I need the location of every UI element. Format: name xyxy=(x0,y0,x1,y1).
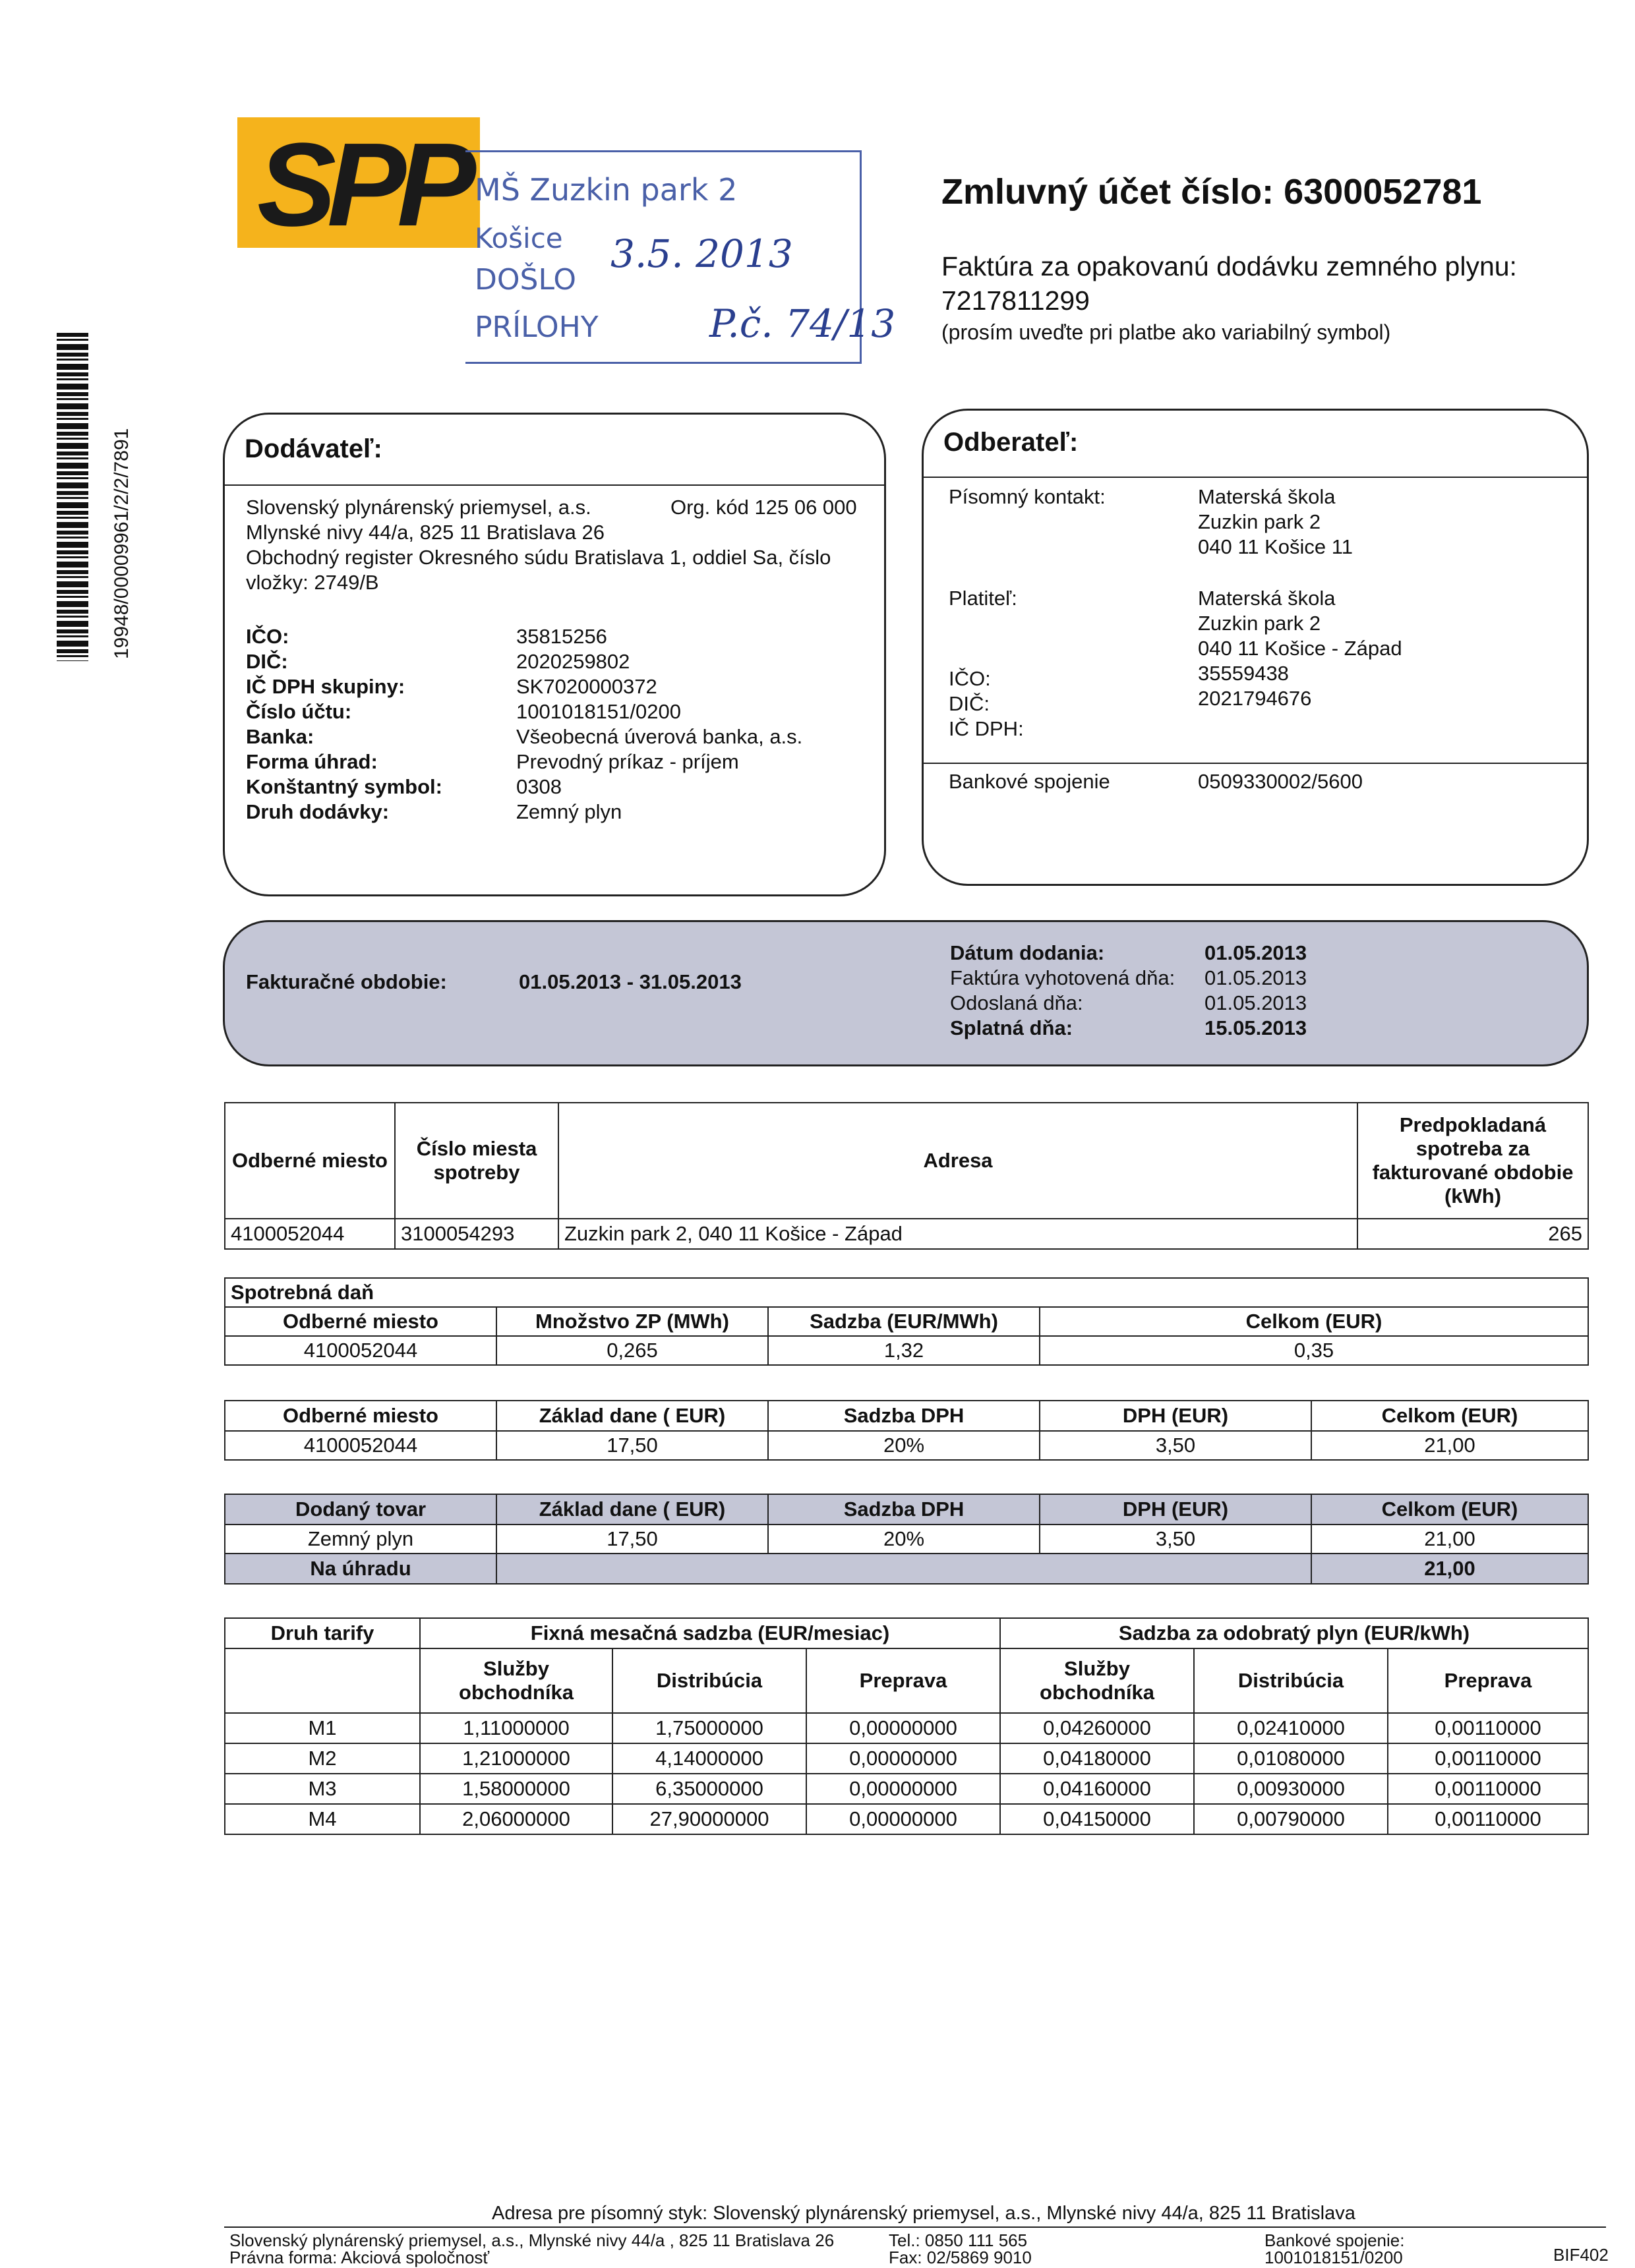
tariff-cell: 1,11000000 xyxy=(420,1713,612,1743)
footer-tel: Tel.: 0850 111 565 xyxy=(889,2230,1028,2250)
tariff-cell: 1,58000000 xyxy=(420,1774,612,1804)
stamp-line2: Košice xyxy=(475,222,563,254)
supplier-divider xyxy=(225,484,884,486)
tariff-cell: 0,00790000 xyxy=(1194,1804,1388,1834)
customer-heading: Odberateľ: xyxy=(943,428,1079,457)
footer-fax: Fax: 02/5869 9010 xyxy=(889,2248,1032,2267)
footer-legal-form: Právna forma: Akciová spoločnosť xyxy=(229,2248,490,2267)
invoice-subtitle-text: Faktúra za opakovanú dodávku zemného plynu: xyxy=(941,251,1517,281)
tariff-sub-transport-fixed: Preprava xyxy=(806,1648,1000,1713)
tariff-cell: 27,90000000 xyxy=(612,1804,806,1834)
tariff-row-m4 xyxy=(225,1804,1588,1834)
goods-cell-item: Zemný plyn xyxy=(225,1525,496,1554)
supplier-value-delivery: Zemný plyn xyxy=(516,800,622,823)
tariff-sub-services-var-2: obchodníka xyxy=(1040,1681,1154,1704)
tariff-cell: 0,02410000 xyxy=(1194,1713,1388,1743)
vat-cell-vat: 3,50 xyxy=(1040,1431,1311,1460)
customer-panel xyxy=(922,409,1589,886)
consumption-cell-estimate: 265 xyxy=(1357,1219,1588,1249)
goods-header-total: Celkom (EUR) xyxy=(1311,1494,1588,1525)
consumption-header-estimate-3: fakturované obdobie xyxy=(1372,1161,1574,1184)
supplier-label-dic: DIČ: xyxy=(246,650,288,673)
goods-total-spacer xyxy=(496,1554,1311,1584)
customer-bank-label: Bankové spojenie xyxy=(949,770,1110,793)
excise-header-amount: Množstvo ZP (MWh) xyxy=(496,1307,768,1336)
goods-total-value: 21,00 xyxy=(1311,1554,1588,1584)
spp-logo xyxy=(237,117,480,251)
period-label: Fakturačné obdobie: xyxy=(246,970,447,993)
customer-contact-2: Zuzkin park 2 xyxy=(1198,510,1321,533)
invoice-number: 7217811299 xyxy=(941,285,1090,316)
contract-account-title: Zmluvný účet číslo: 6300052781 xyxy=(941,172,1482,212)
supplier-value-account: 1001018151/0200 xyxy=(516,700,681,723)
supplier-name: Slovenský plynárenský priemysel, a.s. xyxy=(246,496,591,519)
tariff-cell: 6,35000000 xyxy=(612,1774,806,1804)
stamp-line4: PRÍLOHY xyxy=(475,310,599,344)
stamp-ref: P.č. 74/13 xyxy=(709,301,896,346)
goods-cell-vat: 3,50 xyxy=(1040,1525,1311,1554)
consumption-header-estimate-1: Predpokladaná xyxy=(1399,1113,1547,1136)
excise-cell-rate: 1,32 xyxy=(768,1336,1040,1365)
excise-cell-total: 0,35 xyxy=(1040,1336,1588,1365)
goods-cell-total: 21,00 xyxy=(1311,1525,1588,1554)
due-label: Splatná dňa: xyxy=(950,1016,1073,1039)
tariff-cell: 0,04150000 xyxy=(1000,1804,1194,1834)
supplier-label-account: Číslo účtu: xyxy=(246,700,352,723)
tariff-cell: M1 xyxy=(225,1713,420,1743)
goods-cell-base: 17,50 xyxy=(496,1525,768,1554)
supplier-value-constant: 0308 xyxy=(516,775,562,798)
tariff-sub-services-fixed xyxy=(420,1648,612,1713)
tariff-sub-services-var xyxy=(1000,1648,1194,1713)
footer-bank-label: Bankové spojenie: xyxy=(1264,2230,1405,2250)
customer-contact-label: Písomný kontakt: xyxy=(949,485,1106,508)
customer-payer-3: 040 11 Košice - Západ xyxy=(1198,637,1402,660)
billing-period-panel xyxy=(223,920,1589,1066)
consumption-header-number xyxy=(395,1103,558,1219)
tariff-cell: 2,06000000 xyxy=(420,1804,612,1834)
barcode-number: 19948/00009961/2/2/7891 xyxy=(111,428,133,659)
supplier-label-icdph: IČ DPH skupiny: xyxy=(246,675,405,698)
tariff-cell: 0,00110000 xyxy=(1388,1774,1588,1804)
vat-table xyxy=(224,1400,1589,1461)
tariff-cell: 1,75000000 xyxy=(612,1713,806,1743)
excise-header-rate: Sadzba (EUR/MWh) xyxy=(768,1307,1040,1336)
consumption-cell-place: 4100052044 xyxy=(225,1219,395,1249)
tariff-sub-transport-var: Preprava xyxy=(1388,1648,1588,1713)
tariff-cell: 0,00000000 xyxy=(806,1743,1000,1774)
consumption-header-place: Odberné miesto xyxy=(225,1103,395,1219)
supplier-heading: Dodávateľ: xyxy=(245,434,382,463)
tariff-cell: 0,00110000 xyxy=(1388,1713,1588,1743)
vat-header-vat: DPH (EUR) xyxy=(1040,1401,1311,1431)
supplier-value-ico: 35815256 xyxy=(516,625,607,648)
tariff-sub-services-fixed-2: obchodníka xyxy=(459,1681,574,1704)
tariff-cell: M3 xyxy=(225,1774,420,1804)
excise-header-place: Odberné miesto xyxy=(225,1307,496,1336)
excise-title: Spotrebná daň xyxy=(225,1278,1588,1307)
goods-cell-rate: 20% xyxy=(768,1525,1040,1554)
vat-cell-total: 21,00 xyxy=(1311,1431,1588,1460)
footer-postal-address: Adresa pre písomný styk: Slovenský plynárenský priemysel, a.s., Mlynské nivy 44/a, 825 11 Bratislava xyxy=(492,2203,1355,2224)
tariff-sub-distribution-var: Distribúcia xyxy=(1194,1648,1388,1713)
customer-bank: 0509330002/5600 xyxy=(1198,770,1363,793)
tariff-sub-distribution-fixed: Distribúcia xyxy=(612,1648,806,1713)
goods-table xyxy=(224,1494,1589,1585)
vat-cell-base: 17,50 xyxy=(496,1431,768,1460)
tariff-sub-services-fixed-1: Služby xyxy=(483,1657,549,1680)
goods-header-vat: DPH (EUR) xyxy=(1040,1494,1311,1525)
delivery-label: Dátum dodania: xyxy=(950,941,1105,964)
customer-icdph-label: IČ DPH: xyxy=(949,717,1024,740)
consumption-cell-address: Zuzkin park 2, 040 11 Košice - Západ xyxy=(558,1219,1357,1249)
footer-bank: 1001018151/0200 xyxy=(1264,2248,1403,2267)
tariff-header-type: Druh tarify xyxy=(225,1618,420,1648)
tariff-row-m3 xyxy=(225,1774,1588,1804)
consumption-header-estimate xyxy=(1357,1103,1588,1219)
supplier-value-payment: Prevodný príkaz - príjem xyxy=(516,750,739,773)
excise-cell-amount: 0,265 xyxy=(496,1336,768,1365)
footer-company: Slovenský plynárenský priemysel, a.s., Mlynské nivy 44/a , 825 11 Bratislava 26 xyxy=(229,2230,835,2250)
received-stamp xyxy=(465,150,896,364)
tariff-cell: 4,14000000 xyxy=(612,1743,806,1774)
supplier-label-ico: IČO: xyxy=(246,625,289,648)
customer-dic-label: DIČ: xyxy=(949,692,990,715)
stamp-line3: DOŠLO xyxy=(475,263,577,297)
tariff-table xyxy=(224,1617,1589,1835)
delivery-date: 01.05.2013 xyxy=(1204,941,1307,964)
customer-payer-label: Platiteľ: xyxy=(949,587,1017,610)
tariff-cell: 1,21000000 xyxy=(420,1743,612,1774)
supplier-address: Mlynské nivy 44/a, 825 11 Bratislava 26 xyxy=(246,521,605,544)
tariff-cell: 0,00930000 xyxy=(1194,1774,1388,1804)
tariff-cell: M2 xyxy=(225,1743,420,1774)
supplier-value-dic: 2020259802 xyxy=(516,650,630,673)
excise-header-total: Celkom (EUR) xyxy=(1040,1307,1588,1336)
consumption-table xyxy=(224,1102,1589,1250)
consumption-header-number-1: Číslo miesta xyxy=(416,1137,537,1160)
tariff-header-fixed: Fixná mesačná sadzba (EUR/mesiac) xyxy=(420,1618,1000,1648)
supplier-register-2: vložky: 2749/B xyxy=(246,571,379,594)
consumption-header-estimate-2: spotreba za xyxy=(1415,1137,1530,1160)
tariff-cell: 0,04160000 xyxy=(1000,1774,1194,1804)
tariff-cell: 0,00110000 xyxy=(1388,1743,1588,1774)
supplier-panel xyxy=(223,413,886,896)
tariff-row-m2 xyxy=(225,1743,1588,1774)
vat-header-rate: Sadzba DPH xyxy=(768,1401,1040,1431)
tariff-cell: 0,04180000 xyxy=(1000,1743,1194,1774)
consumption-cell-number: 3100054293 xyxy=(395,1219,558,1249)
supplier-org-code: Org. kód 125 06 000 xyxy=(670,496,857,519)
customer-payer-1: Materská škola xyxy=(1198,587,1336,610)
tariff-header-variable: Sadzba za odobratý plyn (EUR/kWh) xyxy=(1000,1618,1588,1648)
supplier-value-bank: Všeobecná úverová banka, a.s. xyxy=(516,725,803,748)
tariff-subheader-empty xyxy=(225,1648,420,1713)
excise-cell-place: 4100052044 xyxy=(225,1336,496,1365)
consumption-header-estimate-4: (kWh) xyxy=(1444,1184,1502,1207)
tariff-cell: 0,01080000 xyxy=(1194,1743,1388,1774)
goods-header-base: Základ dane ( EUR) xyxy=(496,1494,768,1525)
vat-header-base: Základ dane ( EUR) xyxy=(496,1401,768,1431)
tariff-cell: 0,00000000 xyxy=(806,1804,1000,1834)
barcode xyxy=(57,333,88,661)
payment-note: (prosím uveďte pri platbe ako variabilný symbol) xyxy=(941,320,1391,344)
logo-text: SPP xyxy=(257,119,467,251)
consumption-header-address: Adresa xyxy=(558,1103,1357,1219)
customer-divider xyxy=(924,477,1587,478)
customer-payer-2: Zuzkin park 2 xyxy=(1198,612,1321,635)
stamp-line1: MŠ Zuzkin park 2 xyxy=(475,172,738,208)
customer-contact-3: 040 11 Košice 11 xyxy=(1198,535,1353,558)
footer-divider xyxy=(224,2226,1606,2228)
supplier-value-icdph: SK7020000372 xyxy=(516,675,657,698)
excise-table xyxy=(224,1277,1589,1366)
goods-header-item: Dodaný tovar xyxy=(225,1494,496,1525)
sent-date: 01.05.2013 xyxy=(1204,991,1307,1014)
tariff-cell: 0,00000000 xyxy=(806,1774,1000,1804)
supplier-label-bank: Banka: xyxy=(246,725,314,748)
invoice-subtitle xyxy=(941,249,1517,318)
goods-header-rate: Sadzba DPH xyxy=(768,1494,1040,1525)
customer-ico-label: IČO: xyxy=(949,667,991,690)
customer-dic: 2021794676 xyxy=(1198,687,1312,710)
stamp-date: 3.5. 2013 xyxy=(610,231,793,276)
supplier-label-delivery: Druh dodávky: xyxy=(246,800,390,823)
issued-label: Faktúra vyhotovená dňa: xyxy=(950,966,1175,989)
vat-header-total: Celkom (EUR) xyxy=(1311,1401,1588,1431)
issued-date: 01.05.2013 xyxy=(1204,966,1307,989)
supplier-register-1: Obchodný register Okresného súdu Bratislava 1, oddiel Sa, číslo xyxy=(246,546,831,569)
tariff-cell: 0,00110000 xyxy=(1388,1804,1588,1834)
customer-contact-1: Materská škola xyxy=(1198,485,1336,508)
due-date: 15.05.2013 xyxy=(1204,1016,1307,1039)
supplier-label-payment: Forma úhrad: xyxy=(246,750,378,773)
tariff-cell: 0,00000000 xyxy=(806,1713,1000,1743)
goods-total-label: Na úhradu xyxy=(225,1554,496,1584)
vat-header-place: Odberné miesto xyxy=(225,1401,496,1431)
period-value: 01.05.2013 - 31.05.2013 xyxy=(519,970,742,993)
vat-cell-place: 4100052044 xyxy=(225,1431,496,1460)
customer-ico: 35559438 xyxy=(1198,662,1289,685)
supplier-label-constant: Konštantný symbol: xyxy=(246,775,442,798)
tariff-cell: 0,04260000 xyxy=(1000,1713,1194,1743)
vat-cell-rate: 20% xyxy=(768,1431,1040,1460)
customer-divider-2 xyxy=(924,763,1587,764)
tariff-cell: M4 xyxy=(225,1804,420,1834)
footer-form-code: BIF402 xyxy=(1553,2245,1609,2265)
sent-label: Odoslaná dňa: xyxy=(950,991,1083,1014)
tariff-sub-services-var-1: Služby xyxy=(1064,1657,1130,1680)
tariff-row-m1 xyxy=(225,1713,1588,1743)
consumption-header-number-2: spotreby xyxy=(433,1161,520,1184)
